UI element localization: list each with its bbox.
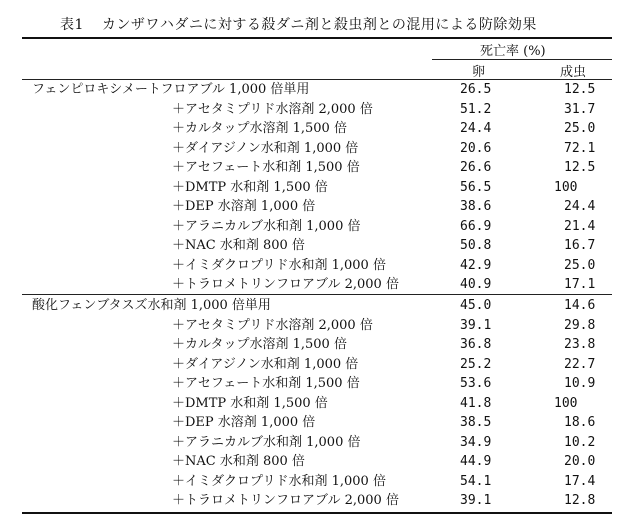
table-row: [0, 296, 632, 316]
cell-adult-mortality: 17.4: [564, 473, 596, 489]
group-divider: [22, 294, 612, 295]
table-row: [0, 275, 632, 295]
row-label-mixture: ＋DMTP 水和剤 1,500 倍: [172, 395, 328, 411]
cell-egg-mortality: 54.1: [460, 473, 492, 489]
cell-adult-mortality: 12.8: [564, 493, 596, 508]
cell-adult-mortality: 12.5: [564, 82, 596, 97]
cell-egg-mortality: 44.9: [460, 454, 492, 469]
table-row: [0, 355, 632, 375]
table-row: [0, 394, 632, 414]
row-label-mixture: ＋トラロメトリンフロアブル 2,000 倍: [172, 277, 399, 292]
cell-egg-mortality: 53.6: [460, 376, 492, 391]
cell-adult-mortality: 18.6: [564, 415, 596, 430]
table-row: [0, 139, 632, 159]
cell-adult-mortality: 10.2: [564, 434, 596, 450]
table-row: [0, 433, 632, 453]
row-label-mixture: ＋DEP 水溶剤 1,000 倍: [172, 415, 316, 430]
row-label-mixture: ＋イミダクロプリド水和剤 1,000 倍: [172, 473, 386, 489]
table-title: カンザワハダニに対する殺ダニ剤と殺虫剤との混用による防除効果: [101, 17, 537, 33]
cell-egg-mortality: 38.6: [460, 199, 492, 214]
table-row: [0, 100, 632, 120]
row-label-mixture: ＋アセフェート水和剤 1,500 倍: [172, 160, 360, 175]
cell-adult-mortality: 25.0: [564, 257, 596, 273]
cell-egg-mortality: 56.5: [460, 179, 492, 195]
row-label-mixture: ＋カルタップ水溶剤 1,500 倍: [172, 337, 347, 352]
cell-adult-mortality: 14.6: [564, 298, 596, 313]
cell-egg-mortality: 45.0: [460, 298, 492, 313]
table-row: [0, 413, 632, 433]
table-row: [0, 197, 632, 217]
cell-adult-mortality: 17.1: [564, 277, 596, 292]
group-fenpyroximate: [0, 80, 632, 295]
cell-adult-mortality: 25.0: [564, 121, 596, 136]
table-row: [0, 316, 632, 336]
cell-adult-mortality: 22.7: [564, 356, 596, 372]
cell-adult-mortality: 31.7: [564, 101, 596, 117]
row-label-mixture: ＋アセタミプリド水溶剤 2,000 倍: [172, 317, 373, 333]
table-row: [0, 158, 632, 178]
row-label-standalone: 酸化フェンブタスズ水和剤 1,000 倍単用: [32, 298, 271, 313]
cell-egg-mortality: 39.1: [460, 317, 492, 333]
cell-adult-mortality: 24.4: [564, 199, 596, 214]
row-label-mixture: ＋アラニカルブ水和剤 1,000 倍: [172, 434, 361, 450]
cell-egg-mortality: 40.9: [460, 277, 492, 292]
header-subrule: [432, 59, 612, 60]
table-row: [0, 472, 632, 492]
bottom-rule: [22, 512, 612, 514]
cell-adult-mortality: 100: [554, 395, 578, 411]
cell-adult-mortality: 21.4: [564, 218, 596, 234]
cell-egg-mortality: 51.2: [460, 101, 492, 117]
row-label-mixture: ＋アラニカルブ水和剤 1,000 倍: [172, 218, 361, 234]
row-label-mixture: ＋DMTP 水和剤 1,500 倍: [172, 179, 328, 195]
table-row: [0, 236, 632, 256]
group-fenbutatin-oxide: [0, 296, 632, 511]
cell-adult-mortality: 12.5: [564, 160, 596, 175]
cell-egg-mortality: 36.8: [460, 337, 492, 352]
table-caption: [60, 14, 537, 34]
cell-egg-mortality: 20.6: [460, 140, 492, 156]
top-rule: [22, 37, 612, 39]
cell-egg-mortality: 42.9: [460, 257, 492, 273]
cell-adult-mortality: 72.1: [564, 140, 596, 156]
table-row: [0, 335, 632, 355]
cell-egg-mortality: 26.5: [460, 82, 492, 97]
cell-adult-mortality: 29.8: [564, 317, 596, 333]
cell-egg-mortality: 24.4: [460, 121, 492, 136]
header-adult: 成虫: [560, 65, 587, 80]
cell-egg-mortality: 34.9: [460, 434, 492, 450]
cell-egg-mortality: 25.2: [460, 356, 492, 372]
table-row: [0, 217, 632, 237]
row-label-mixture: ＋NAC 水和剤 800 倍: [172, 238, 305, 253]
cell-adult-mortality: 20.0: [564, 454, 596, 469]
cell-egg-mortality: 39.1: [460, 493, 492, 508]
table-number: 表1: [60, 17, 84, 33]
row-label-mixture: ＋カルタップ水溶剤 1,500 倍: [172, 121, 347, 136]
cell-egg-mortality: 38.5: [460, 415, 492, 430]
table-row: [0, 374, 632, 394]
cell-adult-mortality: 10.9: [564, 376, 596, 391]
row-label-mixture: ＋DEP 水溶剤 1,000 倍: [172, 199, 316, 214]
header-egg: 卵: [472, 65, 486, 80]
row-label-mixture: ＋トラロメトリンフロアブル 2,000 倍: [172, 493, 399, 508]
row-label-mixture: ＋ダイアジノン水和剤 1,000 倍: [172, 140, 359, 156]
cell-egg-mortality: 66.9: [460, 218, 492, 234]
row-label-mixture: ＋NAC 水和剤 800 倍: [172, 454, 305, 469]
table-row: [0, 256, 632, 276]
cell-adult-mortality: 100: [554, 179, 578, 195]
cell-egg-mortality: 50.8: [460, 238, 492, 253]
table-row: [0, 178, 632, 198]
table-row: [0, 491, 632, 511]
row-label-mixture: ＋アセフェート水和剤 1,500 倍: [172, 376, 360, 391]
cell-adult-mortality: 23.8: [564, 337, 596, 352]
row-label-mixture: ＋イミダクロプリド水和剤 1,000 倍: [172, 257, 386, 273]
cell-egg-mortality: 41.8: [460, 395, 492, 411]
cell-egg-mortality: 26.6: [460, 160, 492, 175]
header-mortality: 死亡率 (%): [480, 44, 546, 59]
table-row: [0, 80, 632, 100]
table-row: [0, 119, 632, 139]
table-row: [0, 452, 632, 472]
row-label-standalone: フェンピロキシメートフロアブル 1,000 倍単用: [32, 82, 310, 97]
cell-adult-mortality: 16.7: [564, 238, 596, 253]
row-label-mixture: ＋ダイアジノン水和剤 1,000 倍: [172, 356, 359, 372]
row-label-mixture: ＋アセタミプリド水溶剤 2,000 倍: [172, 101, 373, 117]
